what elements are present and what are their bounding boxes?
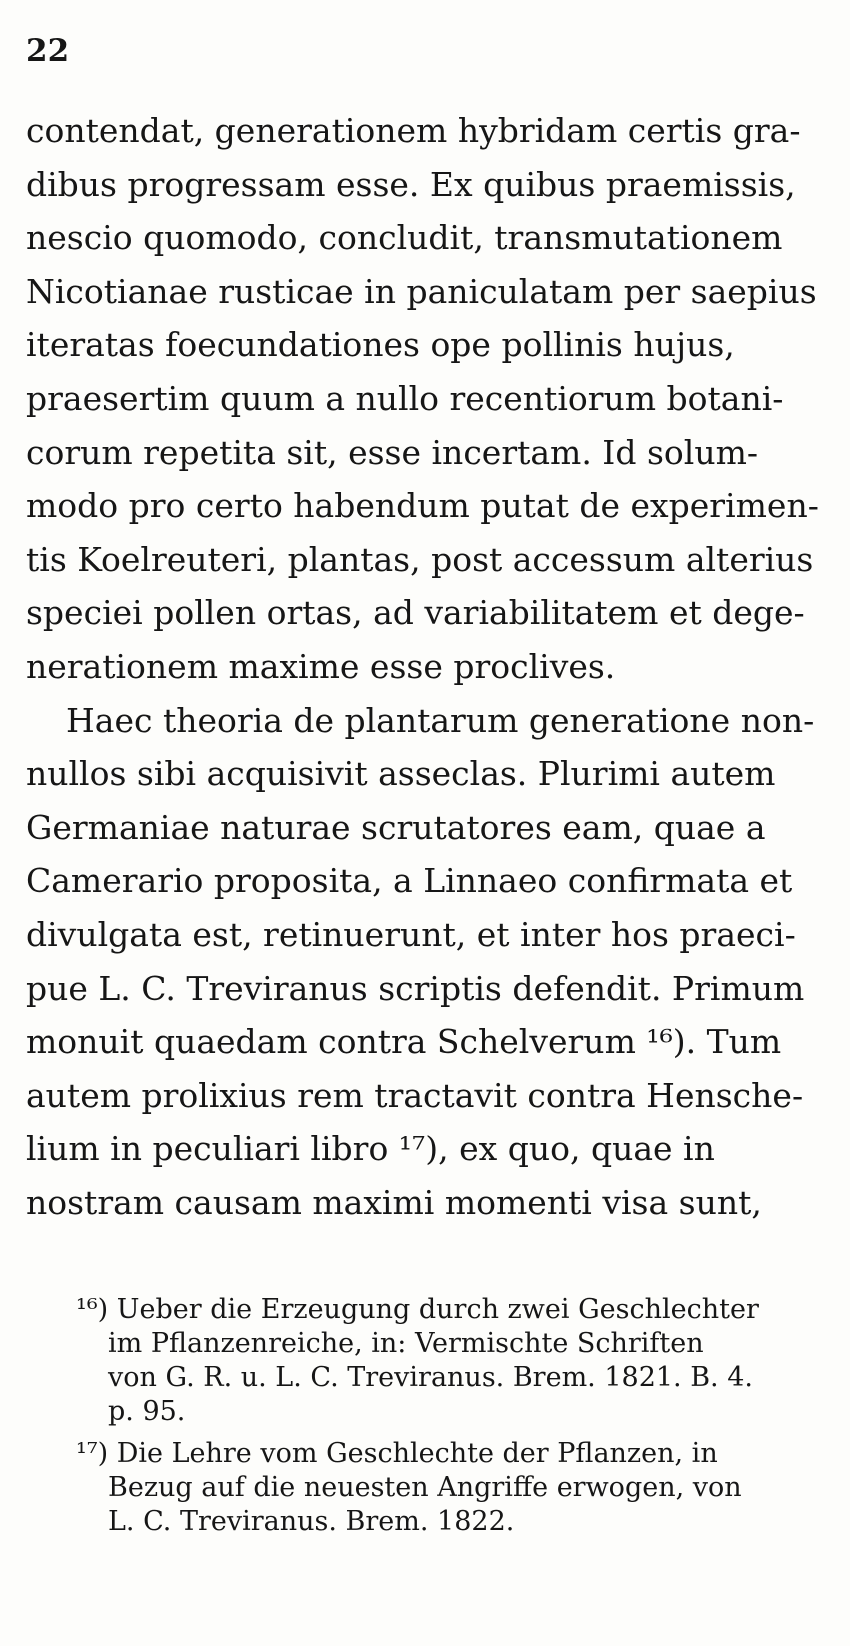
body-line: iteratas foecundationes ope pollinis hujus, xyxy=(26,325,735,365)
body-line: monuit quaedam contra Schelverum ¹⁶). Tum xyxy=(26,1022,782,1062)
footnote-16 xyxy=(76,1293,816,1429)
paragraph-first-line: Haec theoria de plantarum generatione non- xyxy=(66,700,815,740)
body-line: autem prolixius rem tractavit contra Hensche- xyxy=(26,1075,804,1115)
body-line: divulgata est, retinuerunt, et inter hos praeci- xyxy=(26,914,796,954)
footnote-line: Bezug auf die neuesten Angriffe erwogen, von xyxy=(108,1472,742,1503)
body-line: contendat, generationem hybridam certis gra- xyxy=(26,111,801,150)
page-number: 22 xyxy=(26,33,70,69)
body-line: Germaniae naturae scrutatores eam, quae a xyxy=(26,807,766,847)
footnotes xyxy=(76,1293,816,1539)
body-line: praesertim quum a nullo recentiorum botani- xyxy=(26,378,784,418)
footnote-line: im Pflanzenreiche, in: Vermischte Schriften xyxy=(108,1328,704,1359)
body-line: nerationem maxime esse proclives. xyxy=(26,646,616,686)
body-line: Camerario proposita, a Linnaeo confirmata et xyxy=(26,861,793,901)
body-line: Nicotianae rusticae in paniculatam per saepius xyxy=(26,271,817,311)
footnote-line: von G. R. u. L. C. Treviranus. Brem. 1821. B. 4. xyxy=(108,1362,753,1393)
body-line: modo pro certo habendum putat de experimen- xyxy=(26,486,819,526)
body-line: pue L. C. Treviranus scriptis defendit. Primum xyxy=(26,968,805,1008)
body-line: lium in peculiari libro ¹⁷), ex quo, quae in xyxy=(26,1129,715,1169)
body-line: speciei pollen ortas, ad variabilitatem et dege- xyxy=(26,593,805,633)
footnote-line: ¹⁶) Ueber die Erzeugung durch zwei Geschlechter xyxy=(76,1294,759,1325)
body-line: tis Koelreuteri, plantas, post accessum alterius xyxy=(26,539,814,579)
body-line: corum repetita sit, esse incertam. Id solum- xyxy=(26,432,759,472)
footnote-line: ¹⁷) Die Lehre vom Geschlechte der Pflanzen, in xyxy=(76,1438,718,1469)
body-text xyxy=(26,104,818,1229)
footnote-line: p. 95. xyxy=(108,1396,186,1427)
footnote-17 xyxy=(76,1437,816,1539)
body-line: nescio quomodo, concludit, transmutationem xyxy=(26,218,783,258)
footnote-line: L. C. Treviranus. Brem. 1822. xyxy=(108,1506,515,1537)
body-line: nostram causam maximi momenti visa sunt, xyxy=(26,1182,762,1222)
body-line: nullos sibi acquisivit asseclas. Plurimi autem xyxy=(26,754,776,794)
body-line: dibus progressam esse. Ex quibus praemissis, xyxy=(26,164,796,204)
